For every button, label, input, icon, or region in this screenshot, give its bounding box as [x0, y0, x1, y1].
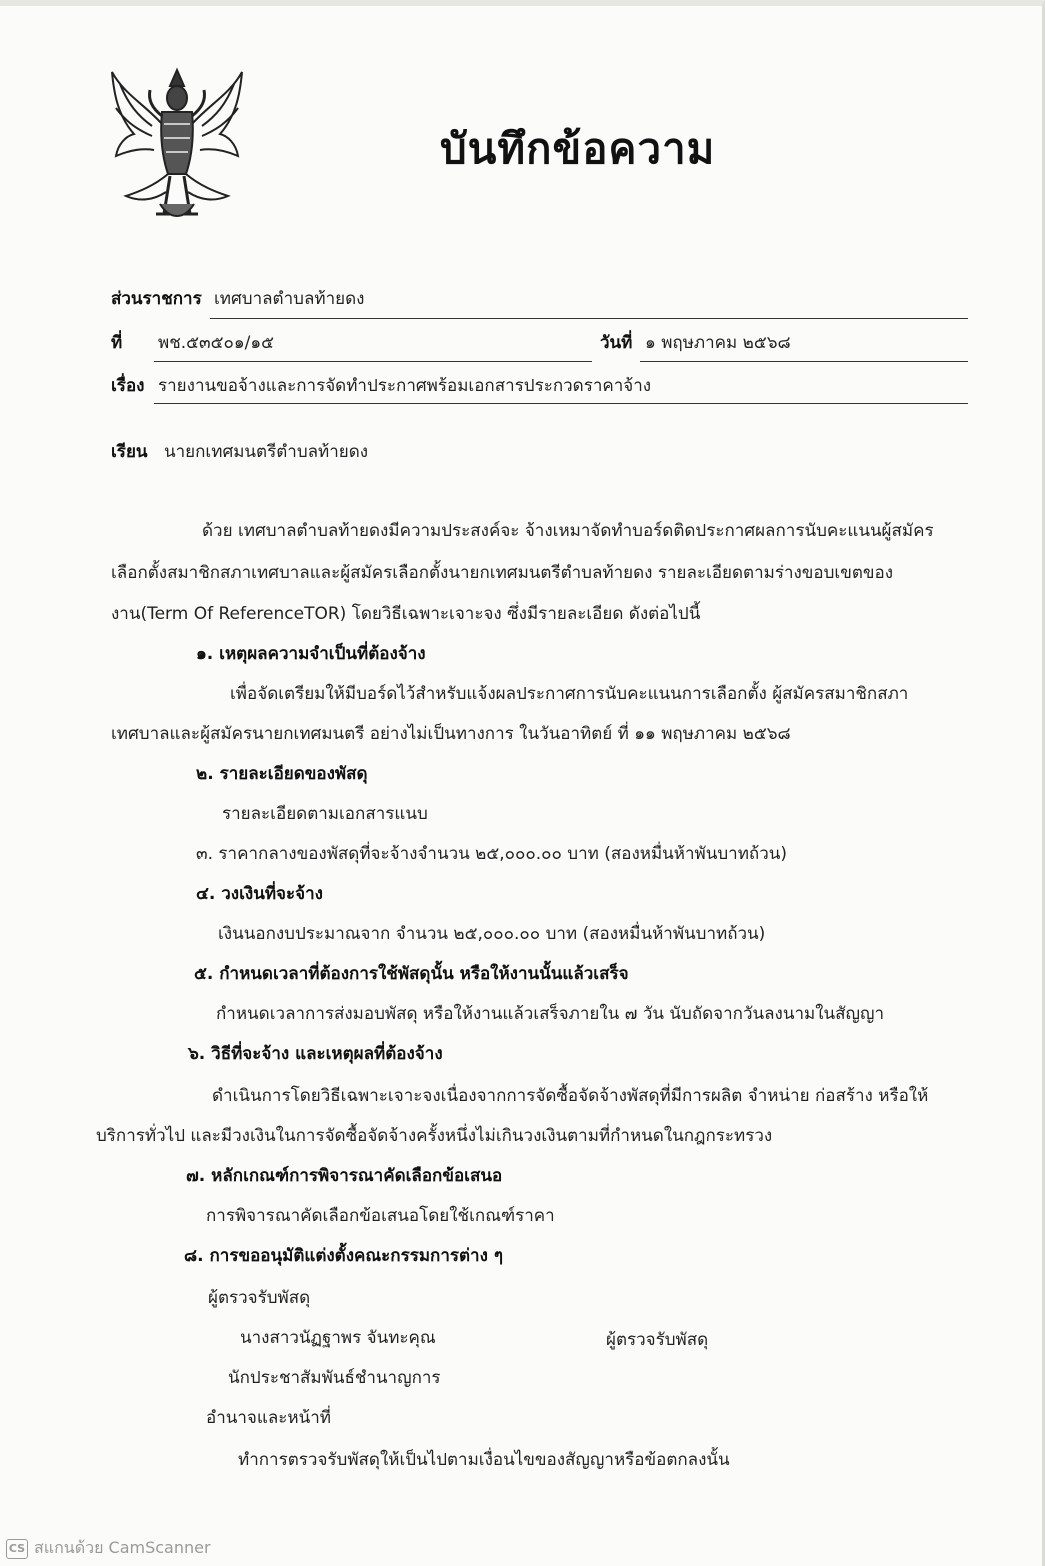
- date-value: ๑ พฤษภาคม ๒๕๖๘: [645, 333, 791, 353]
- section-8-heading: ๘. การขออนุมัติแต่งตั้งคณะกรรมการต่าง ๆ: [184, 1246, 503, 1266]
- section-8-sub: ผู้ตรวจรับพัสดุ: [208, 1288, 311, 1308]
- duty-text: ทำการตรวจรับพัสดุให้เป็นไปตามเงื่อนไขของสัญญาหรือข้อตกลงนั้น: [238, 1450, 730, 1470]
- section-6-heading: ๖. วิธีที่จะจ้าง และเหตุผลที่ต้องจ้าง: [188, 1044, 443, 1064]
- agency-label: ส่วนราชการ: [111, 289, 202, 309]
- subject-label: เรื่อง: [111, 376, 145, 396]
- duty-heading: อำนาจและหน้าที่: [206, 1408, 331, 1428]
- section-5-heading: ๕. กำหนดเวลาที่ต้องการใช้พัสดุนั้น หรือให้งานนั้นแล้วเสร็จ: [194, 964, 629, 984]
- agency-value: เทศบาลตำบลท้ายดง: [214, 289, 365, 309]
- section-4-text: เงินนอกงบประมาณจาก จำนวน ๒๕,๐๐๐.๐๐ บาท (สองหมื่นห้าพันบาทถ้วน): [218, 924, 766, 944]
- section-7-text: การพิจารณาคัดเลือกข้อเสนอโดยใช้เกณฑ์ราคา: [206, 1206, 555, 1226]
- section-6-text-2: บริการทั่วไป และมีวงเงินในการจัดซื้อจัดจ้างครั้งหนึ่งไม่เกินวงเงินตามที่กำหนดในกฎกระทรวง: [96, 1126, 773, 1146]
- section-2-heading: ๒. รายละเอียดของพัสดุ: [196, 764, 368, 784]
- to-value: นายกเทศมนตรีตำบลท้ายดง: [164, 442, 369, 462]
- subject-rule: [154, 403, 968, 404]
- intro-line-3: งาน(Term Of ReferenceTOR) โดยวิธีเฉพาะเจาะจง ซึ่งมีรายละเอียด ดังต่อไปนี้: [111, 604, 701, 624]
- section-4-heading: ๔. วงเงินที่จะจ้าง: [196, 884, 323, 904]
- section-1-text-1: เพื่อจัดเตรียมให้มีบอร์ดไว้สำหรับแจ้งผลประกาศการนับคะแนนการเลือกตั้ง ผู้สมัครสมาชิกสภา: [230, 684, 909, 704]
- ref-value: พช.๕๓๕๐๑/๑๕: [158, 333, 275, 353]
- section-1-text-2: เทศบาลและผู้สมัครนายกเทศมนตรี อย่างไม่เป็นทางการ ในวันอาทิตย์ ที่ ๑๑ พฤษภาคม ๒๕๖๘: [111, 724, 791, 744]
- date-rule: [640, 361, 968, 362]
- agency-rule: [210, 318, 968, 319]
- ref-rule: [154, 361, 592, 362]
- to-label: เรียน: [111, 442, 148, 462]
- date-label: วันที่: [600, 333, 633, 353]
- intro-line-2: เลือกตั้งสมาชิกสภาเทศบาลและผู้สมัครเลือกตั้งนายกเทศมนตรีตำบลท้ายดง รายละเอียดตามร่างขอบเขตของ: [111, 563, 894, 583]
- scanner-watermark: [6, 1536, 211, 1561]
- scanner-text: สแกนด้วย CamScanner: [34, 1538, 211, 1557]
- section-3-heading: ๓. ราคากลางของพัสดุที่จะจ้างจำนวน ๒๕,๐๐๐.๐๐ บาท (สองหมื่นห้าพันบาทถ้วน): [196, 844, 788, 864]
- section-5-text: กำหนดเวลาการส่งมอบพัสดุ หรือให้งานแล้วเสร็จภายใน ๗ วัน นับถัดจากวันลงนามในสัญญา: [216, 1004, 885, 1024]
- committee-member-role: ผู้ตรวจรับพัสดุ: [606, 1330, 709, 1350]
- intro-line-1: ด้วย เทศบาลตำบลท้ายดงมีความประสงค์จะ จ้างเหมาจัดทำบอร์ดติดประกาศผลการนับคะแนนผู้สมัคร: [202, 521, 934, 541]
- section-7-heading: ๗. หลักเกณฑ์การพิจารณาคัดเลือกข้อเสนอ: [186, 1166, 503, 1186]
- committee-member-name: นางสาวนัฏฐาพร จันทะคุณ: [240, 1328, 436, 1348]
- committee-member-position: นักประชาสัมพันธ์ชำนาญการ: [228, 1368, 441, 1388]
- ref-label: ที่: [111, 333, 123, 353]
- section-1-heading: ๑. เหตุผลความจำเป็นที่ต้องจ้าง: [196, 644, 426, 664]
- document-title: บันทึกข้อความ: [440, 124, 716, 173]
- subject-value: รายงานขอจ้างและการจัดทำประกาศพร้อมเอกสารประกวดราคาจ้าง: [158, 376, 652, 396]
- garuda-emblem-icon: [104, 64, 250, 226]
- section-6-text-1: ดำเนินการโดยวิธีเฉพาะเจาะจงเนื่องจากการจัดซื้อจัดจ้างพัสดุที่มีการผลิต จำหน่าย ก่อสร้าง หรือให้: [212, 1086, 929, 1106]
- section-2-text: รายละเอียดตามเอกสารแนบ: [222, 804, 428, 824]
- camscanner-logo-icon: CS: [6, 1539, 28, 1559]
